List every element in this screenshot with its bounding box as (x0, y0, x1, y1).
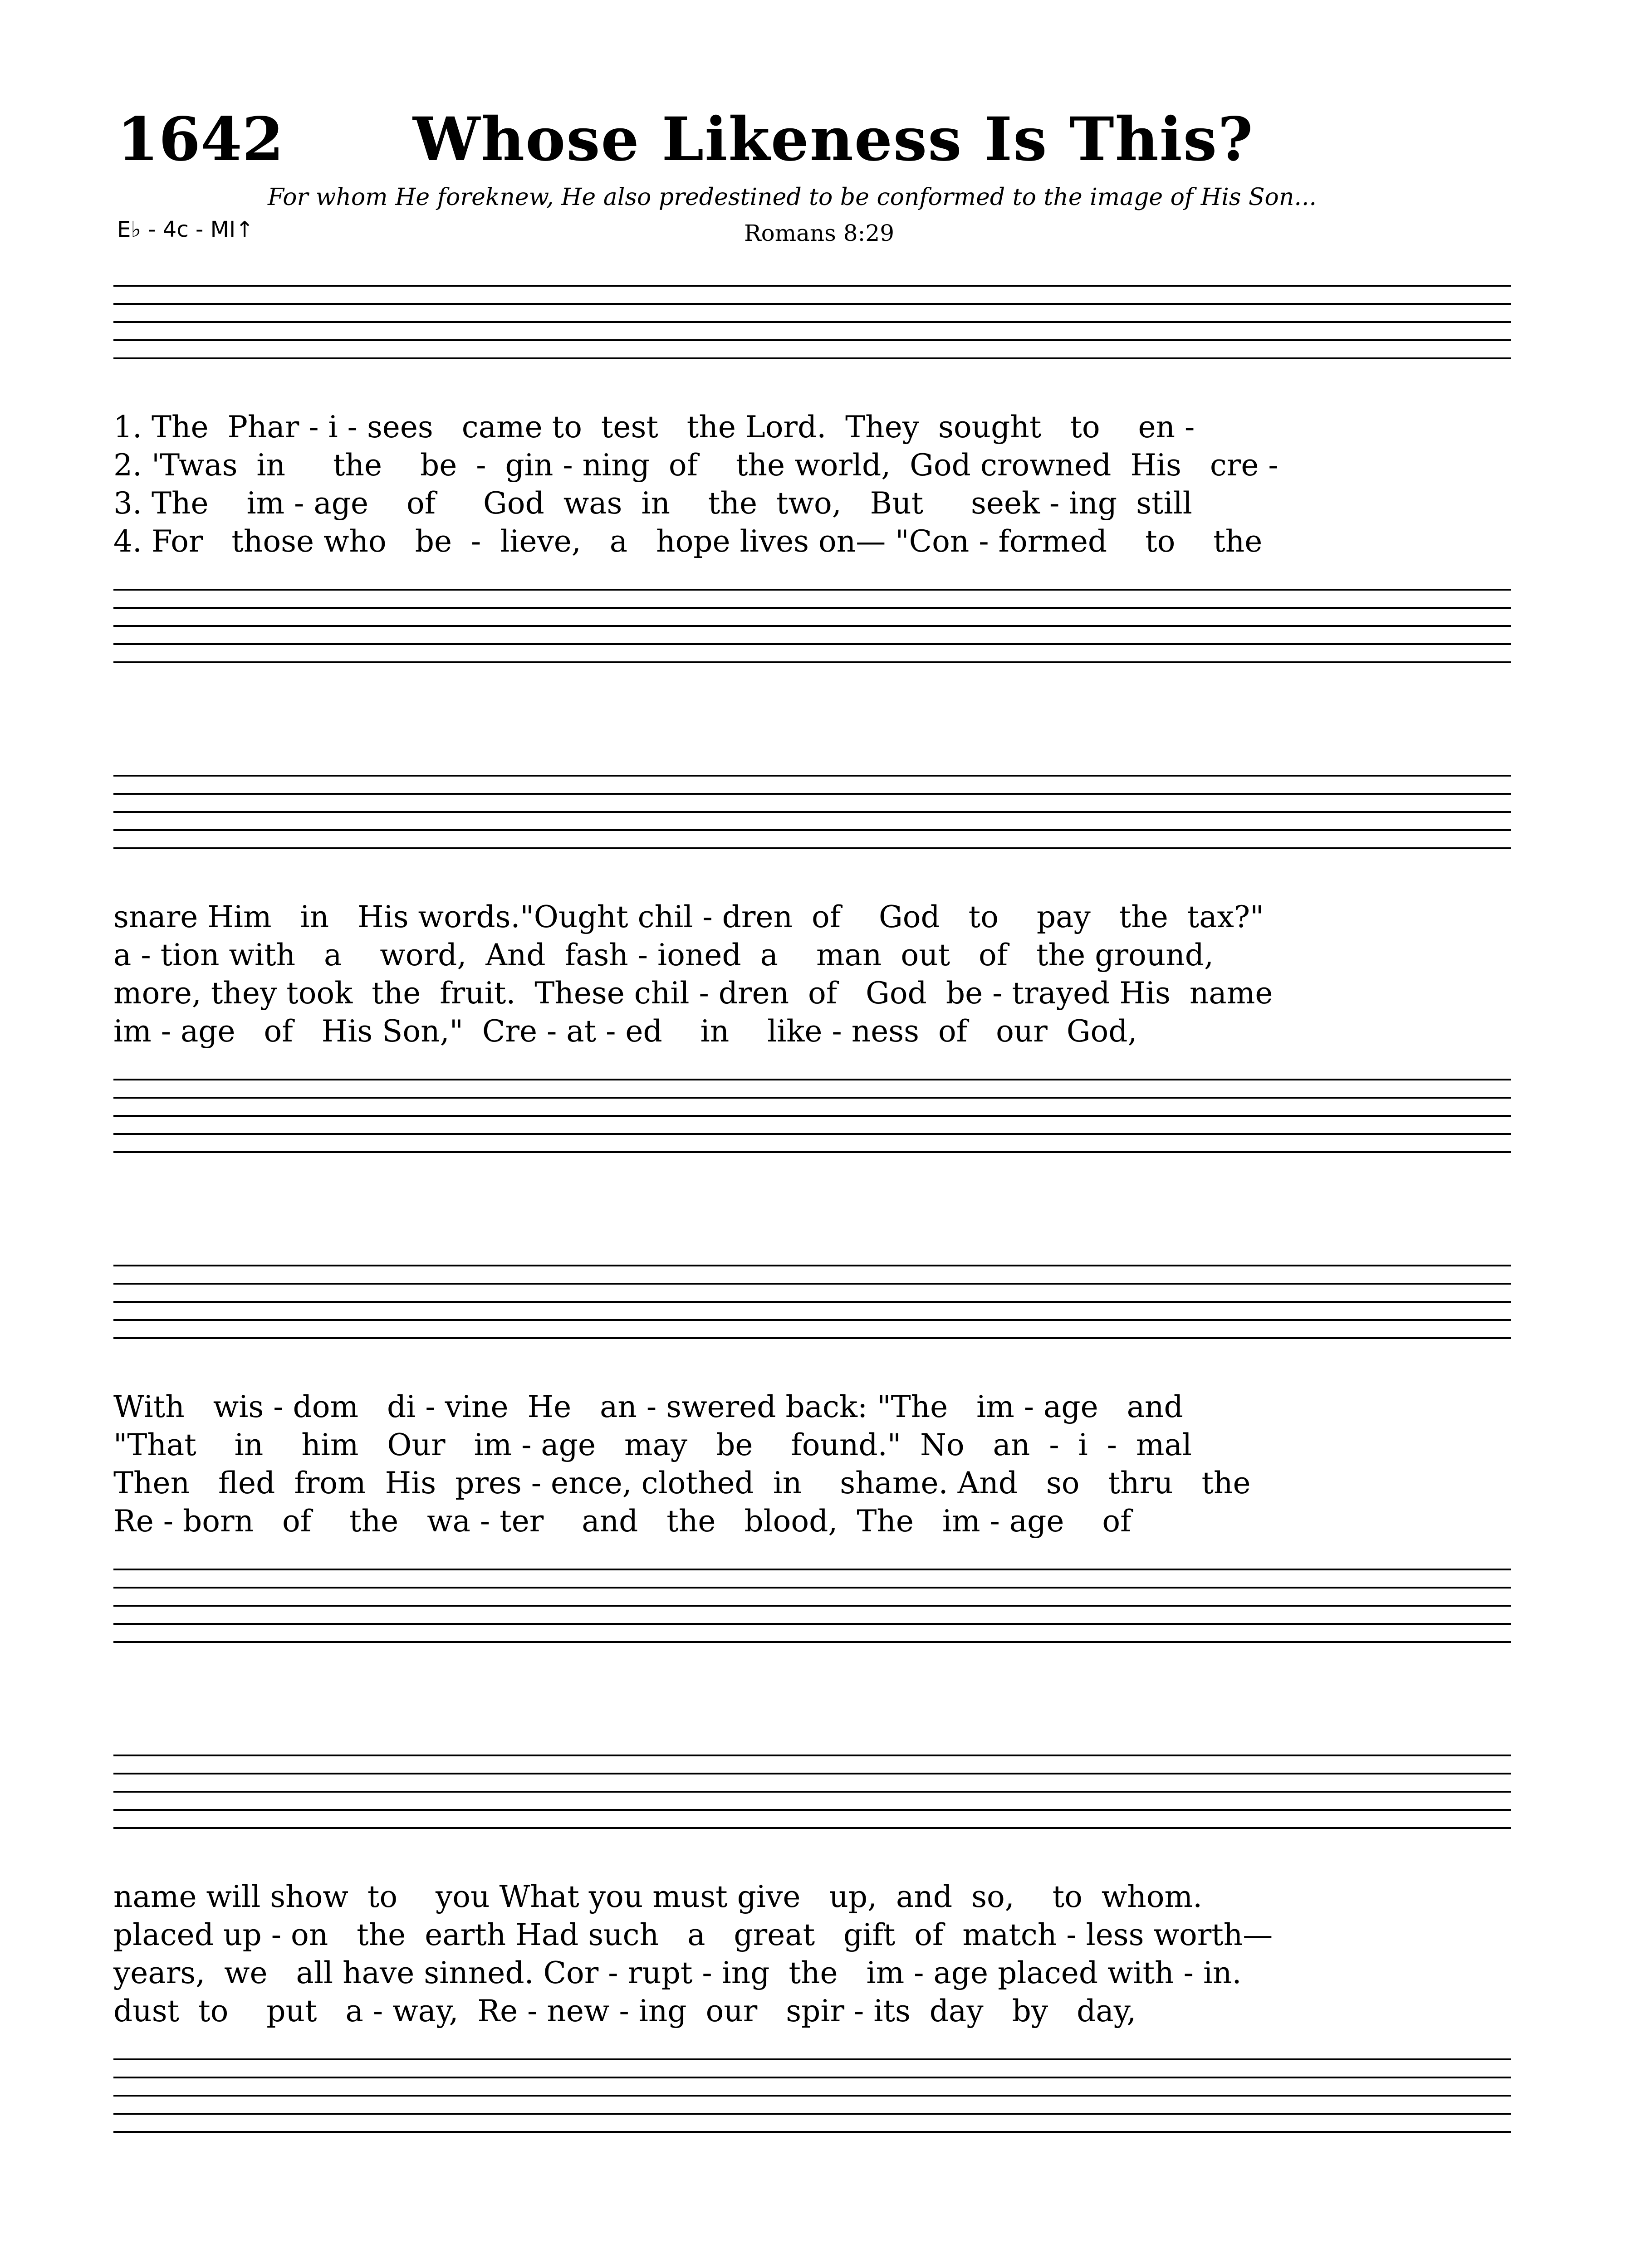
hymn-number: 1642 (117, 104, 284, 175)
key-meter-info: E♭ - 4c - MI↑ (117, 217, 254, 242)
scripture-quote: For whom He foreknew, He also predestined to be conformed to the image of His Son... (268, 184, 1317, 211)
verse-2-line-1: 2. 'Twas in the be - gin - ning of the world, God crowned His cre - (113, 448, 1279, 483)
verse-4-line-2: im - age of His Son," Cre - at - ed in like - ness of our God, (113, 1014, 1137, 1049)
verse-4-line-4: dust to put a - way, Re - new - ing our spir - its day by day, (113, 1994, 1136, 2028)
treble-staff-3 (113, 1252, 1511, 1370)
verse-3-line-1: 3. The im - age of God was in the two, But seek - ing still (113, 486, 1192, 521)
verse-4-line-3: Re - born of the wa - ter and the blood, The im - age of (113, 1504, 1132, 1539)
verse-1-line-2: snare Him in His words."Ought chil - dren of God to pay the tax?" (113, 899, 1264, 934)
music-system-3 (113, 1252, 1511, 1724)
verse-1-line-4: name will show to you What you must give up, and so, to whom. (113, 1879, 1203, 1914)
verse-3-line-2: more, they took the fruit. These chil - dren of God be - trayed His name (113, 976, 1273, 1011)
bass-staff-1 (113, 562, 1511, 699)
treble-staff-2 (113, 762, 1511, 880)
scripture-reference: Romans 8:29 (744, 220, 895, 246)
verse-4-line-1: 4. For those who be - lieve, a hope lives on— "Con - formed to the (113, 524, 1263, 559)
music-system-4 (113, 1742, 1511, 2214)
music-system-2 (113, 762, 1511, 1234)
treble-staff-4 (113, 1742, 1511, 1860)
bass-staff-2 (113, 1052, 1511, 1188)
bass-staff-3 (113, 1542, 1511, 1678)
bass-staff-4 (113, 2032, 1511, 2168)
verse-2-line-3: "That in him Our im - age may be found." No an - i - mal (113, 1427, 1192, 1462)
music-system-1 (113, 272, 1511, 744)
verse-3-line-3: Then fled from His pres - ence, clothed in shame. And so thru the (113, 1466, 1251, 1501)
hymn-title: Whose Likeness Is This? (413, 104, 1254, 175)
treble-staff-1 (113, 272, 1511, 390)
verse-2-line-4: placed up - on the earth Had such a great gift of match - less worth— (113, 1917, 1273, 1952)
verse-3-line-4: years, we all have sinned. Cor - rupt - ing the im - age placed with - in. (113, 1955, 1242, 1990)
verse-1-line-3: With wis - dom di - vine He an - swered back: "The im - age and (113, 1389, 1183, 1424)
verse-1-line-1: 1. The Phar - i - sees came to test the Lord. They sought to en - (113, 410, 1195, 445)
verse-2-line-2: a - tion with a word, And fash - ioned a man out of the ground, (113, 938, 1214, 973)
